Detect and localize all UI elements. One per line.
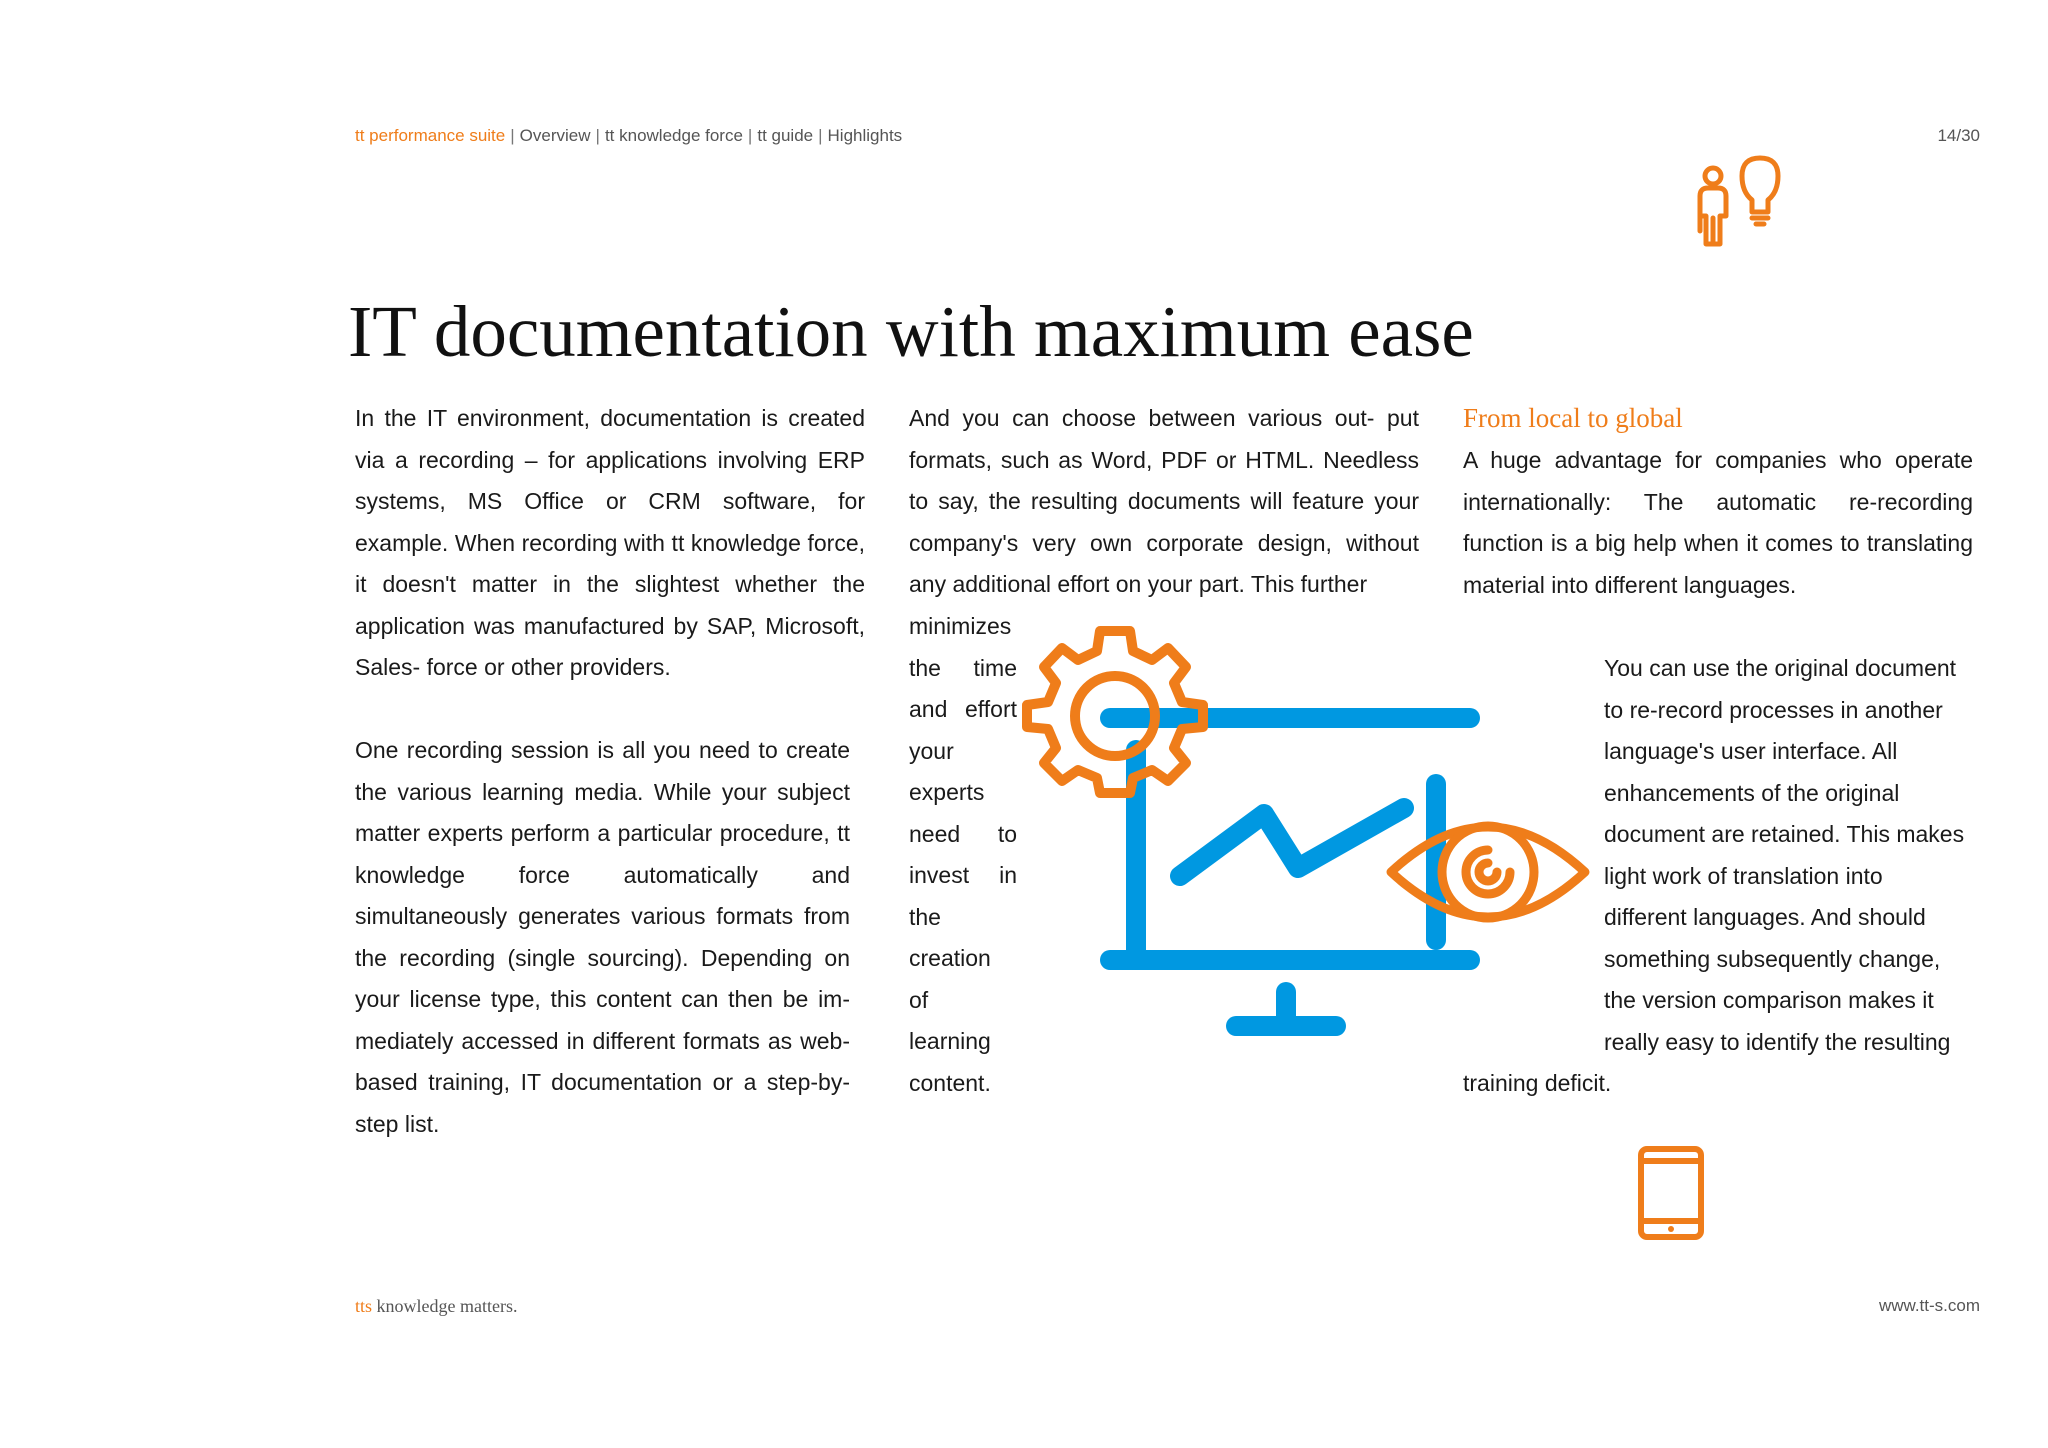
column-left <box>355 398 865 1145</box>
breadcrumb-item-highlights: Highlights <box>827 126 903 145</box>
text-line: really easy to identify the resulting <box>1604 1028 1951 1055</box>
footer-tagline <box>355 1296 517 1317</box>
breadcrumb-separator: | <box>510 126 515 145</box>
text-line: document are retained. This makes <box>1604 821 1965 847</box>
breadcrumb-brand: tt performance suite <box>355 126 506 145</box>
text-line: invest in <box>909 862 1017 888</box>
paragraph-output-formats: And you can choose between various out- put formats, such as Word, PDF or HTML. Needless to say, the resulting documents will feature your company's very own corporate design, without any additional effort on your part. This further <box>909 405 1419 597</box>
text-line: minimizes <box>909 613 1012 639</box>
paragraph-recording: In the IT environment, documentation is created via a recording – for applications involving ERP systems, MS Office or CRM software, for example. When recording with tt knowledge force, it doesn't matter in the slightest whether the application was manufactured by SAP, Microsoft, Sales- force or other providers. <box>355 405 865 680</box>
text-line: content. <box>909 1069 991 1096</box>
footer-url[interactable]: www.tt-s.com <box>1878 1296 1980 1315</box>
breadcrumb-item-overview: Overview <box>519 126 591 145</box>
text-line: language's user interface. All <box>1604 738 1898 764</box>
text-line: You can use the original document <box>1604 655 1957 681</box>
text-line: and effort <box>909 696 1017 722</box>
footer-tagline-text: knowledge matters. <box>376 1296 518 1316</box>
text-line: experts <box>909 779 985 805</box>
text-line: something subsequently change, <box>1604 945 1941 972</box>
text-line: the version comparison makes it <box>1604 987 1934 1013</box>
text-line: different languages. And should <box>1604 904 1926 930</box>
section-subheading: From local to global <box>1463 403 1683 433</box>
text-line: light work of translation into <box>1604 862 1883 889</box>
breadcrumb-item-guide: tt guide <box>757 126 814 145</box>
text-line: creation <box>909 945 991 971</box>
eye-icon <box>1385 812 1591 932</box>
paragraph-single-sourcing: One recording session is all you need to create the various learning media. While your subject matter experts perform a particular procedure, tt knowledge force automatically and simultaneously generates various formats from the recording (single sourcing). Depending on your license type, this content can then be im- mediately accessed in different formats as web-based training, IT documentation or a step-by-step list. <box>355 737 850 1137</box>
paragraph-re-record-end: training deficit. <box>1463 1070 1612 1096</box>
text-line: your <box>909 737 954 764</box>
breadcrumb <box>355 126 902 146</box>
breadcrumb-separator: | <box>747 126 753 145</box>
tablet-icon <box>1636 1145 1706 1241</box>
text-line: of <box>909 986 929 1013</box>
gear-icon <box>1027 624 1203 800</box>
footer-brand: tts <box>355 1296 373 1316</box>
breadcrumb-item-knowledge-force: tt knowledge force <box>604 126 743 145</box>
page-number: 14/30 <box>1937 126 1980 145</box>
page-title: IT documentation with maximum ease <box>348 291 1474 372</box>
paragraph-re-record <box>1604 648 1984 1063</box>
text-line: enhancements of the original <box>1604 779 1900 806</box>
text-line: need to <box>909 820 1017 847</box>
paragraph-local-to-global: A huge advantage for companies who operate internationally: The automatic re-recording function is a big help when it comes to translating material into different languages. <box>1463 447 1973 598</box>
breadcrumb-separator: | <box>595 126 600 145</box>
text-line: the <box>909 903 941 930</box>
person-lightbulb-icon <box>1690 148 1790 253</box>
text-line: the time <box>909 654 1017 681</box>
text-line: to re-record processes in another <box>1604 696 1943 723</box>
breadcrumb-separator: | <box>818 126 823 145</box>
text-line: learning <box>909 1028 991 1054</box>
paragraph-output-formats-continued <box>909 606 1017 1104</box>
